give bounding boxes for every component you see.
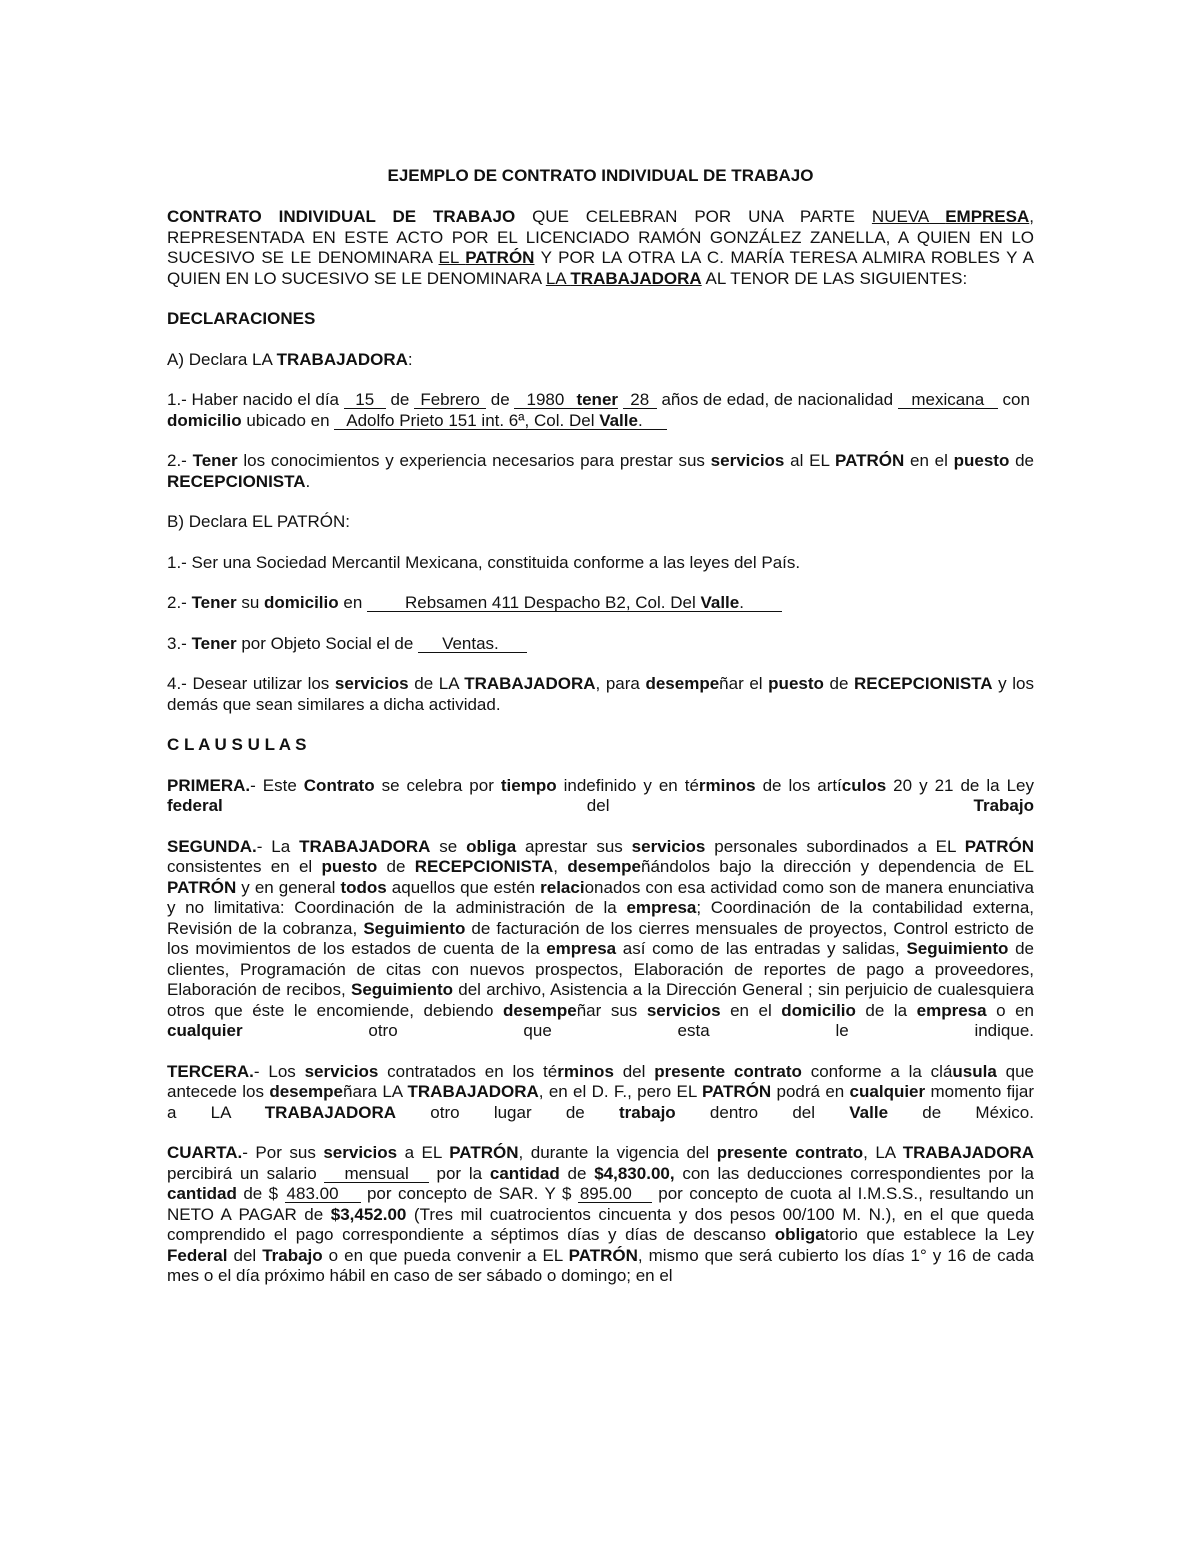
text: percibirá un salario <box>167 1163 325 1183</box>
text: consistentes en el <box>167 857 322 876</box>
text: y los demás que sean similares a dicha actividad. <box>167 674 1035 714</box>
text-bold: Valle <box>849 1102 889 1122</box>
text: años de edad, de nacionalidad <box>656 390 898 409</box>
text-bold: Contrato <box>303 775 375 795</box>
text: del archivo, Asistencia a la Dirección General ; sin perjuicio de cualesquiera otros que éste le encomiende, debiendo <box>167 980 1034 1020</box>
text: de clientes, Programación de citas con nuevos prospectos, Elaboración de reportes de pago a proveedores, Elaboración de recibos, <box>167 939 1035 999</box>
text-bold: PATRÓN <box>701 1082 772 1101</box>
text: con <box>997 390 1030 409</box>
text: o en <box>986 1000 1035 1020</box>
text-bold: Tener <box>192 451 238 470</box>
text-bold: Seguimiento <box>363 918 466 938</box>
text: momento fijar a LA <box>167 1082 1035 1122</box>
intro-text: Y POR LA OTRA LA C. MARÍA TERESA ALMIRA ROBLES Y A QUIEN EN LO SUCESIVO SE LE DENOMINARA <box>167 248 1034 288</box>
text: 2.- <box>167 451 193 470</box>
text-bold: tener <box>576 390 619 409</box>
patron-label-b: PATRÓN <box>465 248 535 267</box>
text: 4.- Desear utilizar los <box>167 674 335 693</box>
text-bold: Trabajo <box>262 1245 323 1265</box>
heading-text: : <box>407 349 413 369</box>
declaracion-b1: 1.- Ser una Sociedad Mercantil Mexicana, constituida conforme a las leyes del País. <box>167 552 801 572</box>
text-bold: TRABAJADORA <box>407 1082 539 1101</box>
text-bold: federal <box>167 796 223 815</box>
text: del <box>613 1061 655 1081</box>
text: , mismo que será cubierto los días 1° y 16 de cada mes o el día próximo hábil en caso de ser sábado o domingo; en el <box>167 1245 1034 1285</box>
text: ; Coordinación de la contabilidad externa, Revisión de la cobranza, <box>167 898 1034 938</box>
declaracion-a2 <box>167 451 1034 492</box>
text: 2.- <box>167 593 192 612</box>
address-bold: Valle <box>599 410 638 430</box>
text-bold: cantidad <box>167 1184 237 1203</box>
address-text: Adolfo Prieto 151 int. 6ª, Col. Del <box>346 410 600 430</box>
text: dentro del <box>675 1102 850 1122</box>
text-bold: SEGUNDA. <box>167 836 257 856</box>
trabajadora-label <box>546 269 702 288</box>
text-bold: desempe <box>645 674 720 693</box>
text: ubicado en <box>241 410 335 430</box>
text-bold: domicilio <box>167 410 242 430</box>
text-bold: PATRÓN <box>568 1245 638 1265</box>
text: de <box>377 857 415 876</box>
text: con las deducciones correspondientes por la <box>674 1163 1034 1183</box>
text: de facturación de los cierres mensuales de proyectos, Control estricto de los movimientos de los estados de cuenta de la <box>167 918 1034 958</box>
clausulas-heading: C L A U S U L A S <box>167 735 307 754</box>
text: ñar sus <box>576 1000 647 1020</box>
text-bold: Seguimiento <box>351 980 454 999</box>
declaracion-a1 <box>167 390 1034 431</box>
text-bold: TRABAJADORA <box>902 1143 1034 1162</box>
text: conforme a la clá <box>801 1061 953 1081</box>
employer-address-field <box>367 594 782 612</box>
intro-text: AL TENOR DE LAS SIGUIENTES: <box>701 268 968 288</box>
text: (Tres mil cuatrocientos cincuenta y dos pesos 00/100 M. N.), en el que queda comprendido el pago correspondiente a séptimos días y días de descanso <box>167 1204 1034 1244</box>
text-bold: PRIMERA. <box>167 775 251 795</box>
text-bold: servicios <box>334 674 409 693</box>
text: de $ <box>236 1184 285 1203</box>
text: en el <box>720 1000 782 1020</box>
declaracion-a-heading <box>167 350 1034 371</box>
text-bold: Tener <box>191 593 237 612</box>
text: su <box>236 593 265 612</box>
text: del <box>227 1245 263 1265</box>
text: de <box>559 1163 595 1183</box>
text: de los artí <box>755 775 842 795</box>
text: de <box>385 390 415 409</box>
intro-text: , REPRESENTADA EN ESTE ACTO POR EL LICENCIADO RAMÓN GONZÁLEZ ZANELLA, A QUIEN EN LO SUCESIVO SE LE DENOMINARA <box>167 207 1034 267</box>
text: 1.- Haber nacido el día <box>167 390 344 409</box>
worker-address-field <box>334 412 666 430</box>
birth-day-field: 15 <box>344 391 386 409</box>
text: podrá en <box>771 1082 850 1101</box>
text-bold: presente contrato <box>716 1143 864 1162</box>
declaracion-b-heading: B) Declara EL PATRÓN: <box>167 512 350 531</box>
social-object-field: Ventas. <box>418 635 527 653</box>
address-bold: Valle <box>700 593 740 612</box>
text: aprestar sus <box>516 836 632 856</box>
birth-month-field: Febrero <box>414 391 486 409</box>
declaracion-b4 <box>167 674 1034 715</box>
address-text: Rebsamen 411 Despacho B2, Col. Del <box>405 593 701 612</box>
text-bold: usula <box>952 1061 997 1081</box>
text-bold: desempe <box>503 1000 577 1020</box>
document-title: EJEMPLO DE CONTRATO INDIVIDUAL DE TRABAJO <box>387 166 814 185</box>
clausula-segunda <box>167 837 1034 1042</box>
text: - Este <box>250 775 304 795</box>
text: del <box>586 796 610 815</box>
company-name-a: NUEVA <box>871 207 946 226</box>
text: contratados en los té <box>378 1061 558 1081</box>
text: - La <box>256 836 300 856</box>
text: los conocimientos y experiencia necesarios para prestar sus <box>237 451 711 470</box>
text: otro que esta le indique. <box>242 1021 1034 1040</box>
text-bold: TRABAJADORA <box>264 1102 397 1122</box>
text-bold: PATRÓN <box>964 836 1034 856</box>
declaracion-b3 <box>167 634 1034 655</box>
text-bold: empresa <box>916 1000 987 1020</box>
address-text: . <box>637 410 643 430</box>
text: de LA <box>408 674 465 693</box>
text: de <box>1009 451 1035 470</box>
imss-amount-field: 895.00 <box>578 1185 652 1203</box>
text: - Por sus <box>242 1143 324 1162</box>
text-bold: domicilio <box>781 1000 856 1020</box>
patron-label <box>439 248 535 267</box>
company-name-b: EMPRESA <box>945 207 1030 226</box>
intro-paragraph <box>167 207 1034 289</box>
text-bold: TRABAJADORA <box>464 674 596 693</box>
declaraciones-heading: DECLARACIONES <box>167 309 316 328</box>
text-bold: todos <box>340 877 387 897</box>
text: personales subordinados a EL <box>705 836 965 856</box>
text-bold: empresa <box>546 939 617 958</box>
text-bold: tiempo <box>500 775 557 795</box>
text-bold: puesto <box>768 674 824 693</box>
clausula-primera-line2 <box>167 796 1034 817</box>
text: o en que pueda convenir a EL <box>322 1245 569 1265</box>
text-bold: Trabajo <box>973 796 1034 815</box>
text-bold: TERCERA. <box>167 1061 254 1081</box>
text: torio que establece la Ley <box>824 1225 1034 1244</box>
text-bold: cualquier <box>167 1021 243 1040</box>
declaracion-b2 <box>167 593 1034 614</box>
text: . <box>305 471 311 491</box>
patron-label-a: EL <box>438 248 466 267</box>
text-bold: obliga <box>774 1225 825 1244</box>
text-bold: empresa <box>626 898 697 917</box>
text-bold: servicios <box>631 836 706 856</box>
text: se celebra por <box>374 775 501 795</box>
text: se <box>430 836 467 856</box>
text-bold: culos <box>841 775 887 795</box>
text: indefinido y en té <box>556 775 699 795</box>
text-bold: Federal <box>167 1245 228 1265</box>
text-bold: desempe <box>269 1082 344 1101</box>
company-name <box>872 207 1029 226</box>
text: 3.- <box>167 633 192 653</box>
text: en <box>338 593 367 612</box>
text-bold: RECEPCIONISTA <box>414 857 554 876</box>
text-bold: cualquier <box>849 1082 926 1101</box>
text-bold: RECEPCIONISTA <box>167 471 306 491</box>
text: , <box>553 857 568 876</box>
text-bold: obliga <box>466 836 517 856</box>
intro-lead: CONTRATO INDIVIDUAL DE TRABAJO <box>167 207 516 226</box>
trabajadora-label-b: TRABAJADORA <box>570 268 702 288</box>
text: ñándolos bajo la dirección y dependencia de EL <box>641 857 1035 876</box>
text-bold: PATRÓN <box>835 451 905 470</box>
clausula-primera <box>167 776 1034 817</box>
text: , para <box>595 674 646 693</box>
heading-bold: TRABAJADORA <box>276 349 408 369</box>
text: y en general <box>236 877 341 897</box>
intro-text: QUE CELEBRAN POR UNA PARTE <box>515 207 872 226</box>
text: a EL <box>397 1143 450 1162</box>
address-text: . <box>739 593 744 612</box>
text: , en el D. F., pero EL <box>538 1082 702 1101</box>
clausula-cuarta <box>167 1143 1034 1287</box>
text-bold: presente contrato <box>654 1061 802 1081</box>
text: otro lugar de <box>396 1102 619 1122</box>
age-field: 28 <box>623 391 657 409</box>
nationality-field: mexicana <box>898 391 998 409</box>
text-bold: cantidad <box>489 1163 560 1183</box>
text-bold: puesto <box>321 857 378 876</box>
sar-amount-field: 483.00 <box>285 1185 361 1203</box>
document-page <box>167 165 1034 1287</box>
text-bold: $4,830.00, <box>594 1163 675 1183</box>
text: por Objeto Social el de <box>236 633 419 653</box>
text-bold: TRABAJADORA <box>299 836 431 856</box>
text-bold: domicilio <box>264 593 339 612</box>
text-bold: servicios <box>323 1143 398 1162</box>
text-bold: desempe <box>567 857 642 876</box>
text-bold: servicios <box>304 1061 379 1081</box>
text-bold: $3,452.00 <box>330 1204 407 1224</box>
text-bold: PATRÓN <box>167 877 237 897</box>
text: de <box>486 390 515 409</box>
salary-period-field: mensual <box>324 1165 428 1183</box>
text: de <box>823 674 855 693</box>
text: de México. <box>888 1102 1034 1122</box>
clausula-primera-line1 <box>167 776 1034 797</box>
text-bold: rminos <box>557 1061 614 1081</box>
text: , durante la vigencia del <box>518 1143 717 1162</box>
heading-text: A) Declara LA <box>167 349 277 369</box>
text-bold: trabajo <box>619 1102 676 1122</box>
text: al EL <box>784 451 836 470</box>
text: , LA <box>863 1143 903 1162</box>
text-bold: RECEPCIONISTA <box>854 674 993 693</box>
text: ñar el <box>719 674 769 693</box>
birth-year-field: 1980 <box>514 391 576 409</box>
text-bold: puesto <box>953 451 1010 470</box>
text-bold: servicios <box>710 451 785 470</box>
text-bold: PATRÓN <box>449 1143 519 1162</box>
text: así como de las entradas y salidas, <box>616 939 907 958</box>
text-bold: servicios <box>646 1000 721 1020</box>
text: por la <box>428 1163 490 1183</box>
text-bold: relaci <box>540 877 585 897</box>
text: aquellos que estén <box>386 877 541 897</box>
text: de la <box>855 1000 917 1020</box>
text: por concepto de SAR. Y $ <box>360 1184 578 1203</box>
clausula-tercera <box>167 1062 1034 1124</box>
text-bold: Seguimiento <box>906 939 1009 958</box>
text: ñara LA <box>343 1082 408 1101</box>
text: 20 y 21 de la Ley <box>886 775 1034 795</box>
trabajadora-label-a: LA <box>545 268 571 288</box>
text-bold: rminos <box>698 775 756 795</box>
text-bold: CUARTA. <box>167 1143 243 1162</box>
text: que antecede los <box>167 1061 1034 1101</box>
text: en el <box>904 451 954 470</box>
text-bold: Tener <box>191 633 237 653</box>
text: - Los <box>253 1061 305 1081</box>
text: onados con esa actividad como son de manera enunciativa y no limitativa: Coordinación de la administración de la <box>167 877 1034 917</box>
text: por concepto de cuota al I.M.S.S., resultando un NETO A PAGAR de <box>167 1184 1034 1224</box>
